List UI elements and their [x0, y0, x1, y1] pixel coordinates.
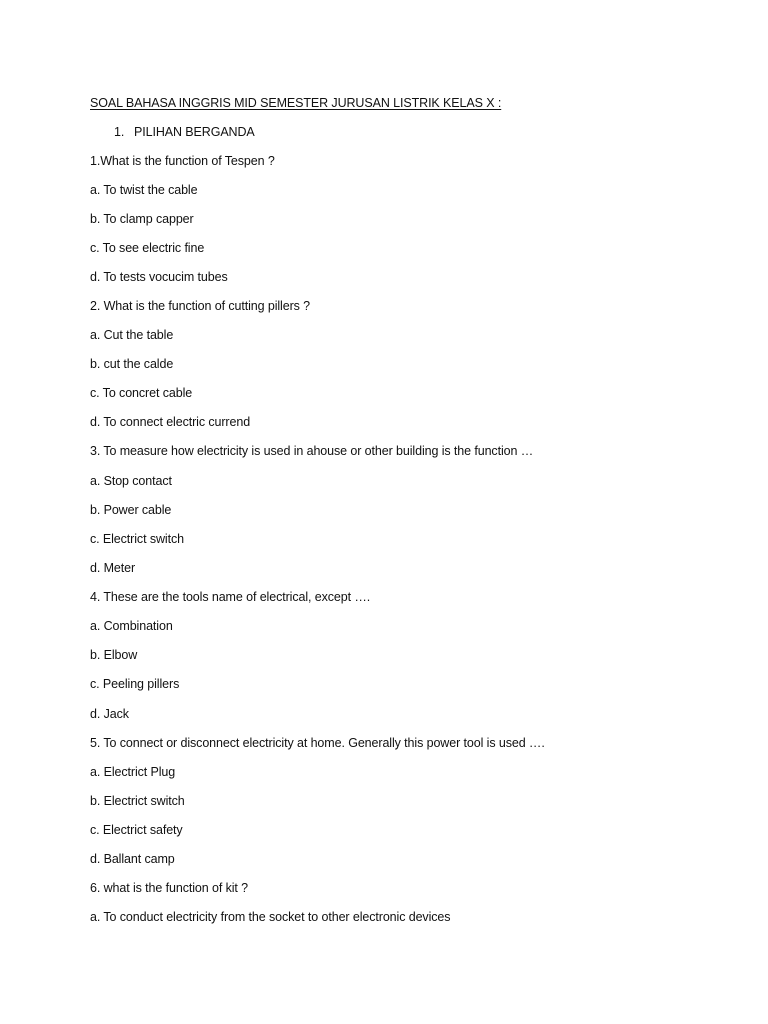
q3-option-c: c. Electrict switch — [90, 532, 184, 546]
q2-option-d: d. To connect electric currend — [90, 415, 251, 429]
question-4: 4. These are the tools name of electrical, except …. — [90, 590, 371, 604]
q4-option-a: a. Combination — [90, 619, 173, 633]
q5-option-a: a. Electrict Plug — [90, 765, 176, 779]
section-label: PILIHAN BERGANDA — [134, 125, 255, 139]
q1-option-c: c. To see electric fine — [90, 241, 205, 255]
q3-option-d: d. Meter — [90, 561, 136, 575]
question-2: 2. What is the function of cutting pillers ? — [90, 299, 311, 313]
document-title: SOAL BAHASA INGGRIS MID SEMESTER JURUSAN LISTRIK KELAS X : — [90, 96, 502, 110]
question-1: 1.What is the function of Tespen ? — [90, 154, 275, 168]
q2-option-b: b. cut the calde — [90, 357, 174, 371]
q3-option-a: a. Stop contact — [90, 474, 172, 488]
q5-option-c: c. Electrict safety — [90, 823, 183, 837]
question-5: 5. To connect or disconnect electricity at home. Generally this power tool is used …. — [90, 736, 545, 750]
section-number: 1. — [114, 125, 125, 139]
q1-option-d: d. To tests vocucim tubes — [90, 270, 228, 284]
q4-option-b: b. Elbow — [90, 648, 138, 662]
q4-option-c: c. Peeling pillers — [90, 677, 180, 691]
question-3: 3. To measure how electricity is used in ahouse or other building is the function … — [90, 444, 534, 458]
q1-option-b: b. To clamp capper — [90, 212, 194, 226]
q2-option-c: c. To concret cable — [90, 386, 193, 400]
q3-option-b: b. Power cable — [90, 503, 172, 517]
q5-option-d: d. Ballant camp — [90, 852, 175, 866]
q1-option-a: a. To twist the cable — [90, 183, 198, 197]
question-6: 6. what is the function of kit ? — [90, 881, 249, 895]
q5-option-b: b. Electrict switch — [90, 794, 185, 808]
section-heading — [114, 124, 255, 140]
q6-option-a: a. To conduct electricity from the socket to other electronic devices — [90, 910, 451, 924]
q2-option-a: a. Cut the table — [90, 328, 174, 342]
q4-option-d: d. Jack — [90, 707, 129, 721]
